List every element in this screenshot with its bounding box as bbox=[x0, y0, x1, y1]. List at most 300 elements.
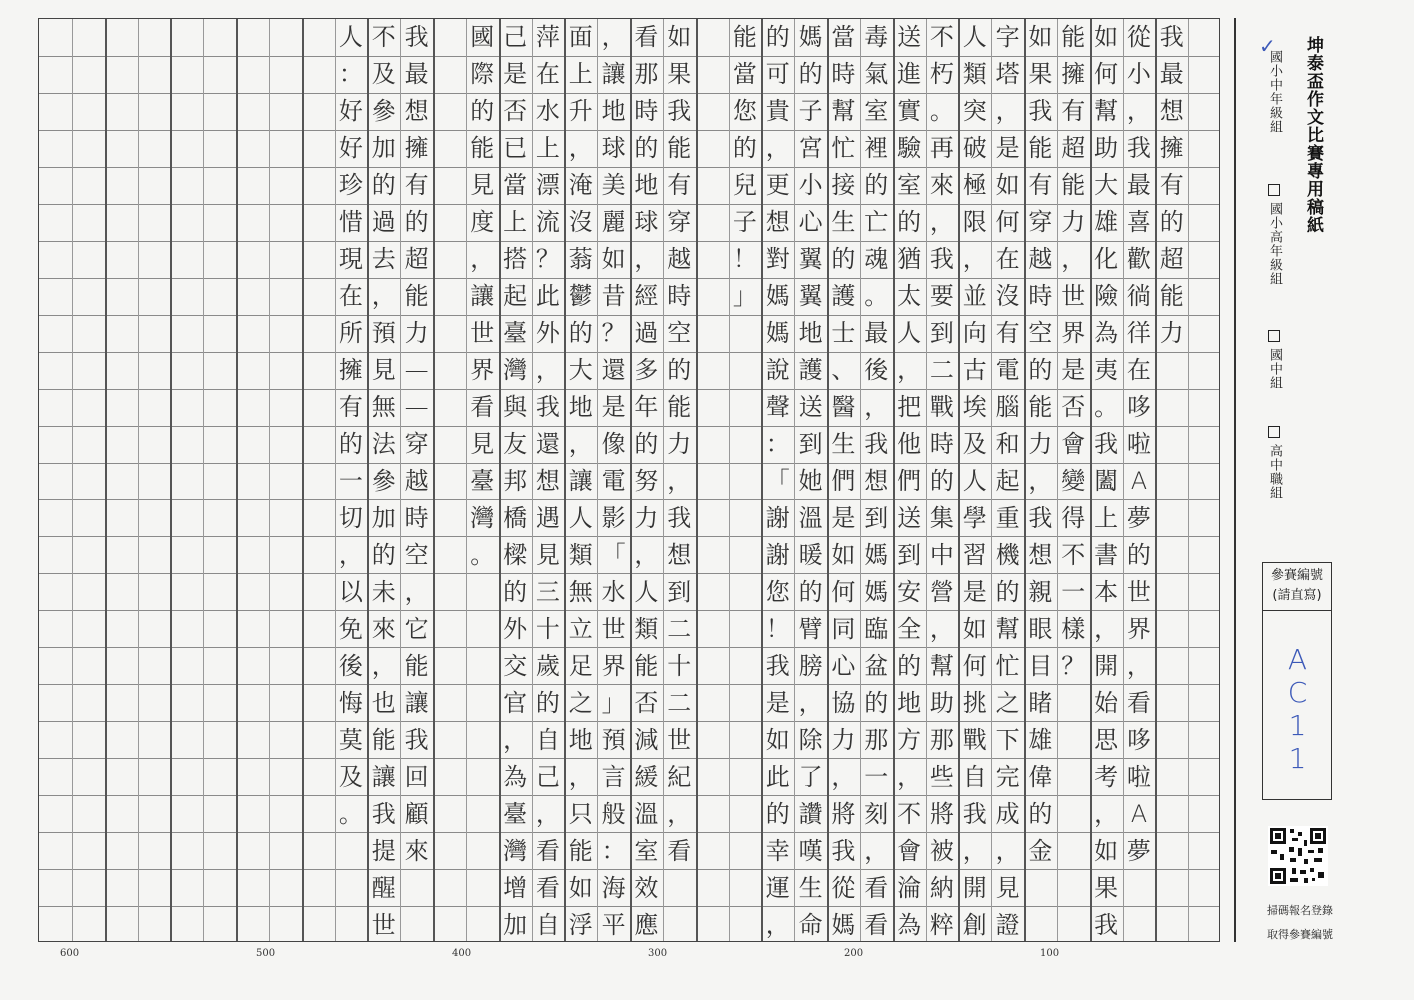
grid-character: 能 bbox=[371, 725, 396, 754]
grid-character: 到 bbox=[864, 503, 889, 532]
grid-character: 三 bbox=[535, 577, 560, 606]
grid-character: 珍 bbox=[338, 171, 363, 200]
grid-character: 不 bbox=[929, 23, 954, 52]
grid-character: ， bbox=[568, 134, 593, 163]
grid-character: 」 bbox=[601, 688, 626, 717]
grid-character: ？ bbox=[601, 319, 626, 348]
group-option-middle-elementary[interactable] bbox=[1262, 50, 1284, 134]
grid-character: 忙 bbox=[995, 651, 1020, 680]
grid-character: 幫 bbox=[1094, 97, 1119, 126]
grid-character: 時 bbox=[634, 97, 659, 126]
grid-character: 上 bbox=[1094, 503, 1119, 532]
grid-character: 時 bbox=[929, 430, 954, 459]
grid-character: 穿 bbox=[1028, 208, 1053, 237]
grid-character: 顧 bbox=[404, 799, 429, 828]
grid-character: 外 bbox=[535, 319, 560, 348]
grid-character: 可 bbox=[765, 60, 790, 89]
grid-character: 來 bbox=[404, 836, 429, 865]
grid-character: 送 bbox=[798, 393, 823, 422]
grid-character: 翼 bbox=[798, 282, 823, 311]
grid-character: 將 bbox=[831, 799, 856, 828]
count-marker: 600 bbox=[60, 948, 80, 959]
grid-character: 小 bbox=[798, 171, 823, 200]
grid-character: ， bbox=[535, 356, 560, 385]
grid-character: 睹 bbox=[1028, 688, 1053, 717]
grid-character: 盆 bbox=[864, 651, 889, 680]
grid-character: 重 bbox=[995, 503, 1020, 532]
grid-character: 力 bbox=[831, 725, 856, 754]
grid-character: 是 bbox=[503, 60, 528, 89]
grid-character: 的 bbox=[371, 540, 396, 569]
grid-character: 影 bbox=[601, 503, 626, 532]
grid-character: 我 bbox=[1126, 134, 1151, 163]
grid-character: 界 bbox=[1126, 614, 1151, 643]
grid-character: 流 bbox=[535, 208, 560, 237]
grid-character: 努 bbox=[634, 466, 659, 495]
grid-character: 人 bbox=[634, 577, 659, 606]
grid-character: 過 bbox=[371, 208, 396, 237]
grid-character: 些 bbox=[929, 762, 954, 791]
grid-character: 貴 bbox=[765, 97, 790, 126]
grid-character: 雄 bbox=[1028, 725, 1053, 754]
grid-character: 小 bbox=[1126, 60, 1151, 89]
grid-character: 超 bbox=[1159, 245, 1184, 274]
grid-character: 裡 bbox=[864, 134, 889, 163]
grid-character: 界 bbox=[601, 651, 626, 680]
grid-character: 。 bbox=[338, 799, 363, 828]
grid-character: 搭 bbox=[503, 245, 528, 274]
grid-character: 看 bbox=[1126, 688, 1151, 717]
grid-character: 與 bbox=[503, 393, 528, 422]
grid-character: 埃 bbox=[962, 393, 987, 422]
side-panel-divider bbox=[1234, 18, 1236, 942]
grid-character: 學 bbox=[962, 503, 987, 532]
grid-character: ， bbox=[1094, 614, 1119, 643]
grid-character: 起 bbox=[995, 466, 1020, 495]
check-mark-icon: ✓ bbox=[1259, 34, 1276, 58]
grid-character: 它 bbox=[404, 614, 429, 643]
grid-character: 太 bbox=[897, 282, 922, 311]
grid-character: 時 bbox=[404, 503, 429, 532]
grid-character: 成 bbox=[995, 799, 1020, 828]
grid-character: ， bbox=[634, 540, 659, 569]
grid-character: 灣 bbox=[470, 503, 495, 532]
grid-character: 不 bbox=[1061, 540, 1086, 569]
grid-character: 暖 bbox=[798, 540, 823, 569]
grid-character: 何 bbox=[1094, 60, 1119, 89]
grid-character: 媽 bbox=[864, 540, 889, 569]
grid-character: 參 bbox=[371, 97, 396, 126]
grid-character: 效 bbox=[634, 873, 659, 902]
grid-character: 子 bbox=[798, 97, 823, 126]
grid-character: ： bbox=[338, 60, 363, 89]
grid-character: 到 bbox=[798, 430, 823, 459]
grid-character: 到 bbox=[897, 540, 922, 569]
grid-character: 的 bbox=[338, 430, 363, 459]
grid-character: 室 bbox=[897, 171, 922, 200]
grid-character: 力 bbox=[634, 503, 659, 532]
grid-character: 得 bbox=[1061, 503, 1086, 532]
grid-character: 溫 bbox=[798, 503, 823, 532]
grid-character: 好 bbox=[338, 97, 363, 126]
grid-character: 看 bbox=[535, 873, 560, 902]
grid-character: 的 bbox=[1159, 208, 1184, 237]
grid-character: 「 bbox=[765, 466, 790, 495]
grid-character: 官 bbox=[503, 688, 528, 717]
grid-character: 如 bbox=[1094, 23, 1119, 52]
grid-character: 之 bbox=[568, 688, 593, 717]
grid-character: 我 bbox=[1028, 503, 1053, 532]
grid-character: 地 bbox=[601, 97, 626, 126]
grid-character: 中 bbox=[929, 540, 954, 569]
grid-character: 思 bbox=[1094, 725, 1119, 754]
grid-character: 看 bbox=[470, 393, 495, 422]
grid-character: 我 bbox=[864, 430, 889, 459]
grid-character: 己 bbox=[535, 762, 560, 791]
grid-character: 擁 bbox=[338, 356, 363, 385]
form-title: 坤泰盃作文比賽專用稿紙 bbox=[1303, 36, 1323, 234]
grid-character: 立 bbox=[568, 614, 593, 643]
grid-character: 我 bbox=[667, 97, 692, 126]
grid-character: 的 bbox=[864, 688, 889, 717]
grid-character: ， bbox=[634, 245, 659, 274]
grid-character: 並 bbox=[962, 282, 987, 311]
grid-character: 集 bbox=[929, 503, 954, 532]
grid-character: 醫 bbox=[831, 393, 856, 422]
grid-character: 去 bbox=[371, 245, 396, 274]
grid-character: 媽 bbox=[765, 319, 790, 348]
grid-character: 我 bbox=[535, 393, 560, 422]
count-marker: 300 bbox=[648, 948, 668, 959]
grid-character: 我 bbox=[404, 23, 429, 52]
grid-character: 多 bbox=[634, 356, 659, 385]
grid-character: 讓 bbox=[601, 60, 626, 89]
grid-character: A bbox=[1130, 799, 1148, 828]
grid-character: 時 bbox=[667, 282, 692, 311]
grid-character: 來 bbox=[371, 614, 396, 643]
grid-character: ， bbox=[929, 208, 954, 237]
grid-character: 地 bbox=[568, 393, 593, 422]
grid-character: 電 bbox=[601, 466, 626, 495]
grid-character: 增 bbox=[503, 873, 528, 902]
grid-character: 腦 bbox=[995, 393, 1020, 422]
grid-character: 一 bbox=[338, 466, 363, 495]
grid-character: 他 bbox=[897, 430, 922, 459]
grid-character: 的 bbox=[503, 577, 528, 606]
grid-character: 淹 bbox=[568, 171, 593, 200]
grid-character: 被 bbox=[929, 836, 954, 865]
grid-character: 見 bbox=[470, 171, 495, 200]
grid-character: 運 bbox=[765, 873, 790, 902]
grid-character: 們 bbox=[831, 466, 856, 495]
grid-character: 喜 bbox=[1126, 208, 1151, 237]
grid-character: 如 bbox=[568, 873, 593, 902]
grid-character: 想 bbox=[535, 466, 560, 495]
manuscript-grid bbox=[38, 18, 1220, 942]
grid-character: 莫 bbox=[338, 725, 363, 754]
grid-character: 擁 bbox=[1061, 60, 1086, 89]
grid-character: ， bbox=[601, 23, 626, 52]
grid-character: 參 bbox=[371, 466, 396, 495]
grid-character: 生 bbox=[831, 208, 856, 237]
grid-character: 上 bbox=[535, 134, 560, 163]
group-option-senior-high[interactable] bbox=[1262, 426, 1284, 500]
grid-character: 世 bbox=[601, 614, 626, 643]
checkbox-icon bbox=[1268, 426, 1280, 438]
grid-character: 的 bbox=[634, 430, 659, 459]
grid-character: 謝 bbox=[765, 540, 790, 569]
grid-character: 最 bbox=[864, 319, 889, 348]
grid-character: 年 bbox=[634, 393, 659, 422]
grid-column-line bbox=[269, 19, 270, 941]
grid-character: 鬱 bbox=[568, 282, 593, 311]
grid-character: 讓 bbox=[404, 688, 429, 717]
grid-character: 所 bbox=[338, 319, 363, 348]
grid-character: 有 bbox=[1028, 171, 1053, 200]
grid-character: 水 bbox=[601, 577, 626, 606]
grid-character: 開 bbox=[1094, 651, 1119, 680]
grid-character: 現 bbox=[338, 245, 363, 274]
grid-character: 幫 bbox=[831, 97, 856, 126]
grid-character: 從 bbox=[831, 873, 856, 902]
grid-character: 來 bbox=[929, 171, 954, 200]
grid-character: 我 bbox=[962, 799, 987, 828]
grid-character: 最 bbox=[404, 60, 429, 89]
grid-character: ！ bbox=[765, 614, 790, 643]
grid-character: 到 bbox=[929, 319, 954, 348]
grid-character: 將 bbox=[929, 799, 954, 828]
grid-character: 的 bbox=[732, 134, 757, 163]
grid-column-line bbox=[138, 19, 139, 941]
grid-character: 還 bbox=[601, 356, 626, 385]
grid-character: 世 bbox=[1061, 282, 1086, 311]
grid-character: 界 bbox=[1061, 319, 1086, 348]
grid-character: 始 bbox=[1094, 688, 1119, 717]
grid-character: 萍 bbox=[535, 23, 560, 52]
grid-character: 交 bbox=[503, 651, 528, 680]
grid-character: 面 bbox=[568, 23, 593, 52]
grid-character: 言 bbox=[601, 762, 626, 791]
grid-character: 之 bbox=[995, 688, 1020, 717]
grid-character: 在 bbox=[995, 245, 1020, 274]
grid-character: 闔 bbox=[1094, 466, 1119, 495]
grid-character: 二 bbox=[929, 356, 954, 385]
grid-character: 緩 bbox=[634, 762, 659, 791]
grid-character: 那 bbox=[634, 60, 659, 89]
grid-character: 古 bbox=[962, 356, 987, 385]
grid-character: 類 bbox=[568, 540, 593, 569]
grid-character: 塔 bbox=[995, 60, 1020, 89]
grid-character: 是 bbox=[1061, 356, 1086, 385]
grid-character: 友 bbox=[503, 430, 528, 459]
grid-character: 般 bbox=[601, 799, 626, 828]
grid-column-line bbox=[1188, 19, 1189, 941]
grid-character: 起 bbox=[503, 282, 528, 311]
grid-character: 加 bbox=[371, 503, 396, 532]
grid-character: ， bbox=[962, 245, 987, 274]
grid-character: 字 bbox=[995, 23, 1020, 52]
grid-character: 的 bbox=[1028, 799, 1053, 828]
grid-character: 除 bbox=[798, 725, 823, 754]
grid-character: 臺 bbox=[503, 799, 528, 828]
grid-character: 浮 bbox=[568, 910, 593, 939]
grid-character: 是 bbox=[601, 393, 626, 422]
grid-character: 全 bbox=[897, 614, 922, 643]
grid-character: 我 bbox=[1094, 430, 1119, 459]
checkbox-icon bbox=[1268, 330, 1280, 342]
grid-character: 有 bbox=[404, 171, 429, 200]
grid-character: 此 bbox=[535, 282, 560, 311]
grid-character: 際 bbox=[470, 60, 495, 89]
grid-character: ， bbox=[568, 430, 593, 459]
grid-character: 的 bbox=[995, 577, 1020, 606]
grid-character: 擁 bbox=[404, 134, 429, 163]
grid-character: 臂 bbox=[798, 614, 823, 643]
grid-character: 接 bbox=[831, 171, 856, 200]
grid-character: ， bbox=[897, 762, 922, 791]
grid-character: 大 bbox=[1094, 171, 1119, 200]
entry-number-value[interactable]: AC11 bbox=[1281, 643, 1314, 775]
grid-character: 超 bbox=[404, 245, 429, 274]
grid-character: 歡 bbox=[1126, 245, 1151, 274]
grid-character: 想 bbox=[667, 540, 692, 569]
grid-character: 能 bbox=[732, 23, 757, 52]
grid-character: 人 bbox=[962, 23, 987, 52]
grid-character: 徉 bbox=[1126, 319, 1151, 348]
grid-character: 沒 bbox=[568, 208, 593, 237]
grid-character: 把 bbox=[897, 393, 922, 422]
grid-character: 實 bbox=[897, 97, 922, 126]
grid-character: 昔 bbox=[601, 282, 626, 311]
grid-character: 最 bbox=[1159, 60, 1184, 89]
grid-character: 助 bbox=[1094, 134, 1119, 163]
grid-character: 如 bbox=[1028, 23, 1053, 52]
grid-character: 的 bbox=[897, 651, 922, 680]
grid-character: 經 bbox=[634, 282, 659, 311]
grid-character: 的 bbox=[634, 134, 659, 163]
grid-character: 一 bbox=[864, 762, 889, 791]
grid-character: 雄 bbox=[1094, 208, 1119, 237]
grid-character: 忙 bbox=[831, 134, 856, 163]
grid-column-line bbox=[433, 19, 435, 941]
grid-character: 回 bbox=[404, 762, 429, 791]
grid-character: 及 bbox=[962, 430, 987, 459]
grid-character: 自 bbox=[962, 762, 987, 791]
grid-character: ？ bbox=[535, 245, 560, 274]
grid-character: 協 bbox=[831, 688, 856, 717]
grid-character: 和 bbox=[995, 430, 1020, 459]
grid-character: 如 bbox=[1094, 836, 1119, 865]
grid-character: 溫 bbox=[634, 799, 659, 828]
grid-character: 不 bbox=[897, 799, 922, 828]
grid-character: 平 bbox=[601, 910, 626, 939]
grid-column-line bbox=[105, 19, 107, 941]
grid-character: 上 bbox=[503, 208, 528, 237]
grid-character: 自 bbox=[535, 725, 560, 754]
grid-character: 電 bbox=[995, 356, 1020, 385]
grid-character: 開 bbox=[962, 873, 987, 902]
grid-character: 見 bbox=[371, 356, 396, 385]
grid-character: ， bbox=[667, 799, 692, 828]
grid-character: 十 bbox=[535, 614, 560, 643]
group-option-upper-elementary[interactable] bbox=[1262, 184, 1284, 286]
grid-character: 人 bbox=[338, 23, 363, 52]
grid-character: 時 bbox=[1028, 282, 1053, 311]
grid-character: 界 bbox=[470, 356, 495, 385]
grid-character: 越 bbox=[667, 245, 692, 274]
grid-character: 變 bbox=[1061, 466, 1086, 495]
grid-character: 外 bbox=[503, 614, 528, 643]
grid-column-line bbox=[302, 19, 304, 941]
grid-character: 幫 bbox=[929, 651, 954, 680]
grid-character: 看 bbox=[634, 23, 659, 52]
group-option-junior-high[interactable] bbox=[1262, 330, 1284, 390]
grid-character: 完 bbox=[995, 762, 1020, 791]
grid-character: 幸 bbox=[765, 836, 790, 865]
grid-character: 穿 bbox=[404, 430, 429, 459]
grid-character: 有 bbox=[338, 393, 363, 422]
grid-character: ， bbox=[470, 245, 495, 274]
grid-character: 何 bbox=[831, 577, 856, 606]
grid-character: 未 bbox=[371, 577, 396, 606]
grid-character: 到 bbox=[667, 577, 692, 606]
grid-character: 樑 bbox=[503, 540, 528, 569]
grid-character: 能 bbox=[667, 393, 692, 422]
grid-character: 助 bbox=[929, 688, 954, 717]
grid-character: 毒 bbox=[864, 23, 889, 52]
grid-character: 從 bbox=[1126, 23, 1151, 52]
grid-character: 夢 bbox=[1126, 503, 1151, 532]
grid-character: 球 bbox=[634, 208, 659, 237]
grid-character: 類 bbox=[962, 60, 987, 89]
grid-character: 夢 bbox=[1126, 836, 1151, 865]
grid-character: — bbox=[404, 356, 429, 385]
grid-character: 人 bbox=[962, 466, 987, 495]
grid-character: ， bbox=[798, 688, 823, 717]
entry-number-label: 參賽編號 bbox=[1270, 568, 1323, 583]
grid-character: 的 bbox=[798, 60, 823, 89]
grid-character: 度 bbox=[470, 208, 495, 237]
entry-number-header bbox=[1263, 563, 1331, 611]
grid-character: 命 bbox=[798, 910, 823, 939]
grid-character: 切 bbox=[338, 503, 363, 532]
grid-character: 只 bbox=[568, 799, 593, 828]
grid-character: 她 bbox=[798, 466, 823, 495]
grid-character: 力 bbox=[667, 430, 692, 459]
qr-code-icon[interactable] bbox=[1268, 826, 1328, 886]
grid-column-line bbox=[203, 19, 204, 941]
grid-character: 宮 bbox=[798, 134, 823, 163]
grid-column-line bbox=[236, 19, 238, 941]
grid-character: 會 bbox=[897, 836, 922, 865]
grid-character: 向 bbox=[962, 319, 987, 348]
grid-character: 媽 bbox=[765, 282, 790, 311]
grid-character: 地 bbox=[568, 725, 593, 754]
grid-character: 見 bbox=[995, 873, 1020, 902]
grid-character: 及 bbox=[371, 60, 396, 89]
grid-character: 的 bbox=[798, 577, 823, 606]
group-label: 國小高年級組 bbox=[1267, 202, 1282, 286]
grid-character: 是 bbox=[995, 134, 1020, 163]
grid-character: 無 bbox=[568, 577, 593, 606]
grid-character: 減 bbox=[634, 725, 659, 754]
grid-character: 當 bbox=[503, 171, 528, 200]
grid-character: 我 bbox=[1028, 97, 1053, 126]
grid-character: ， bbox=[371, 282, 396, 311]
grid-character: 在 bbox=[1126, 356, 1151, 385]
grid-character: 送 bbox=[897, 23, 922, 52]
grid-character: 醒 bbox=[371, 873, 396, 902]
